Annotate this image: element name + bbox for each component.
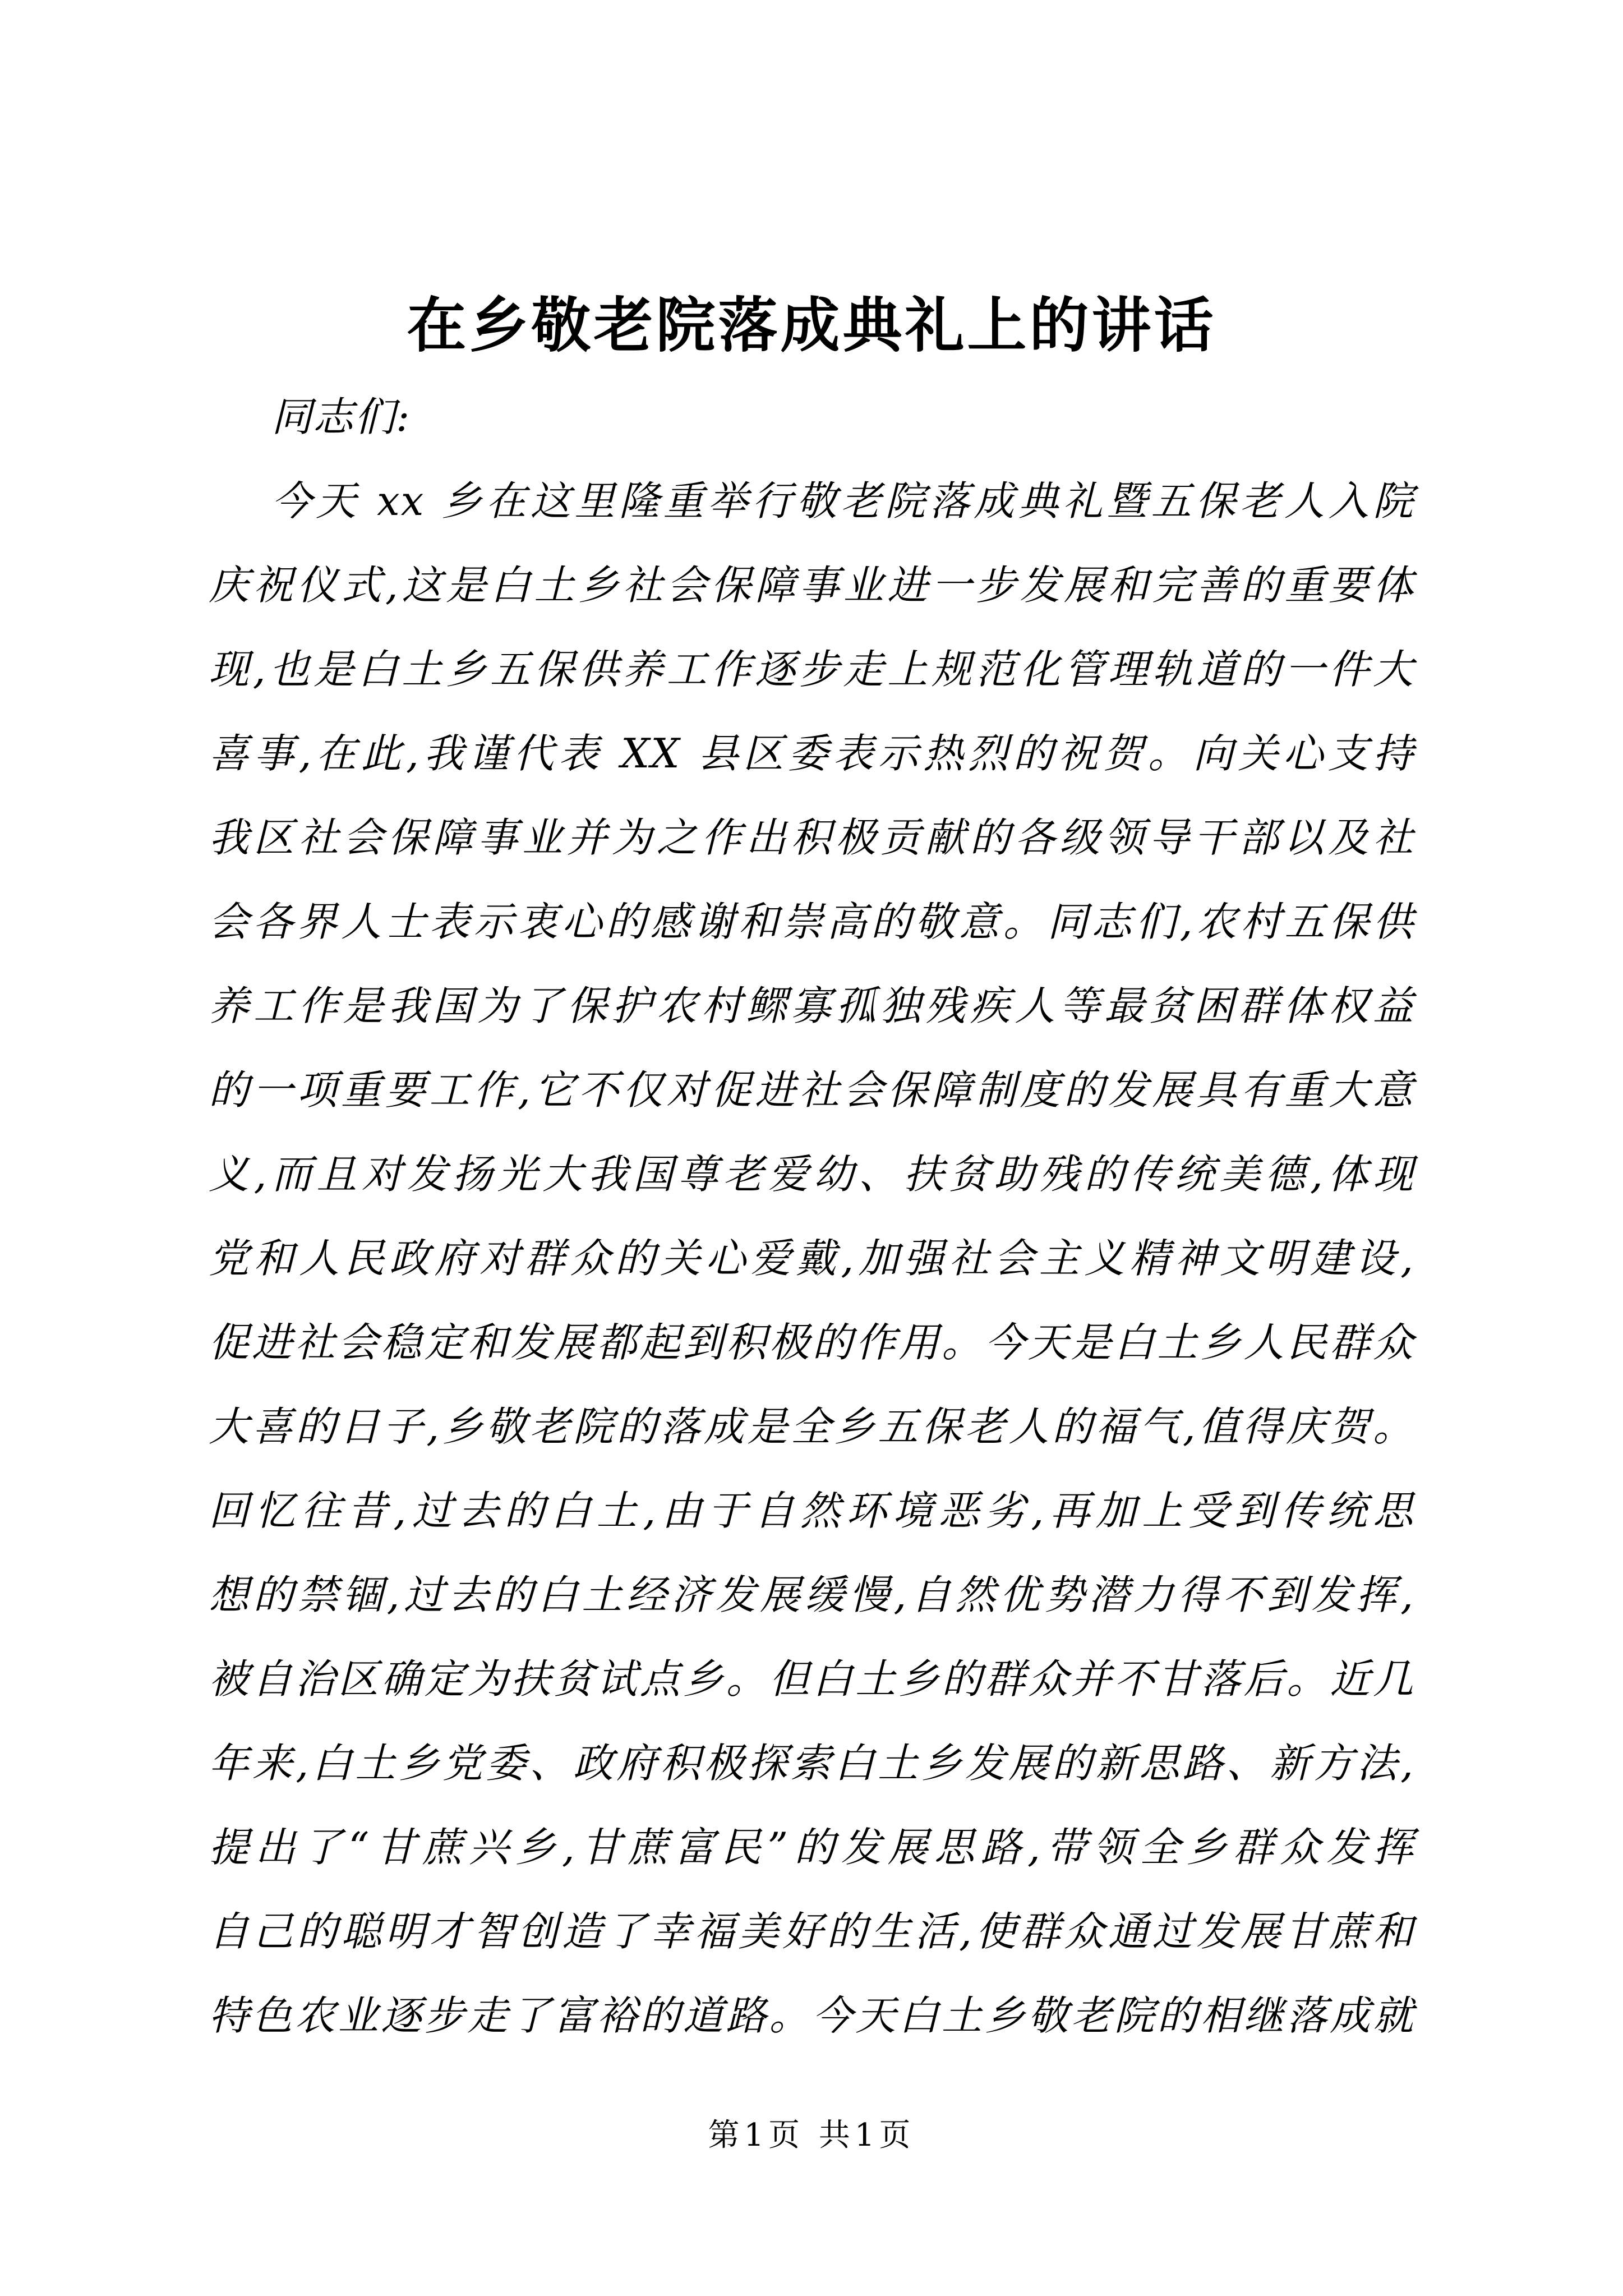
body-line: 喜事,在此,我谨代表 XX 县区委表示热烈的祝贺。向关心支持 — [209, 730, 1414, 777]
body-line: 党和人民政府对群众的关心爱戴,加强社会主义精神文明建设, — [209, 1235, 1414, 1282]
body-line: 义,而且对发扬光大我国尊老爱幼、扶贫助残的传统美德,体现 — [209, 1151, 1414, 1198]
body-line: 大喜的日子,乡敬老院的落成是全乡五保老人的福气,值得庆贺。 — [209, 1403, 1414, 1450]
body-line: 的一项重要工作,它不仅对促进社会保障制度的发展具有重大意 — [209, 1066, 1414, 1114]
document-body — [209, 375, 1414, 2058]
body-line: 我区社会保障事业并为之作出积极贡献的各级领导干部以及社 — [209, 814, 1414, 861]
body-line: 特色农业逐步走了富裕的道路。今天白土乡敬老院的相继落成就 — [209, 1992, 1414, 2039]
body-line: 现,也是白土乡五保供养工作逐步走上规范化管理轨道的一件大 — [209, 646, 1414, 693]
body-line: 提出了“甘蔗兴乡,甘蔗富民”的发展思路,带领全乡群众发挥 — [209, 1824, 1414, 1871]
body-line: 自己的聪明才智创造了幸福美好的生活,使群众通过发展甘蔗和 — [209, 1908, 1414, 1955]
page-footer — [0, 2116, 1623, 2155]
body-line: 年来,白土乡党委、政府积极探索白土乡发展的新思路、新方法, — [209, 1740, 1414, 1787]
body-line: 会各界人士表示衷心的感谢和崇高的敬意。同志们,农村五保供 — [209, 898, 1414, 945]
salutation-line: 同志们: — [271, 393, 411, 440]
body-line: 今天 xx 乡在这里隆重举行敬老院落成典礼暨五保老人入院 — [271, 477, 1414, 524]
document-title: 在乡敬老院落成典礼上的讲话 — [407, 290, 1216, 360]
body-line: 促进社会稳定和发展都起到积极的作用。今天是白土乡人民群众 — [209, 1319, 1414, 1366]
body-line: 回忆往昔,过去的白土,由于自然环境恶劣,再加上受到传统思 — [209, 1487, 1414, 1534]
body-line: 想的禁锢,过去的白土经济发展缓慢,自然优势潜力得不到发挥, — [209, 1571, 1414, 1618]
body-line: 养工作是我国为了保护农村鳏寡孤独残疾人等最贫困群体权益 — [209, 982, 1414, 1029]
page-number-indicator: 第1页 共1页 — [708, 2117, 915, 2154]
body-line: 被自治区确定为扶贫试点乡。但白土乡的群众并不甘落后。近几 — [209, 1655, 1414, 1703]
body-line: 庆祝仪式,这是白土乡社会保障事业进一步发展和完善的重要体 — [209, 562, 1414, 609]
